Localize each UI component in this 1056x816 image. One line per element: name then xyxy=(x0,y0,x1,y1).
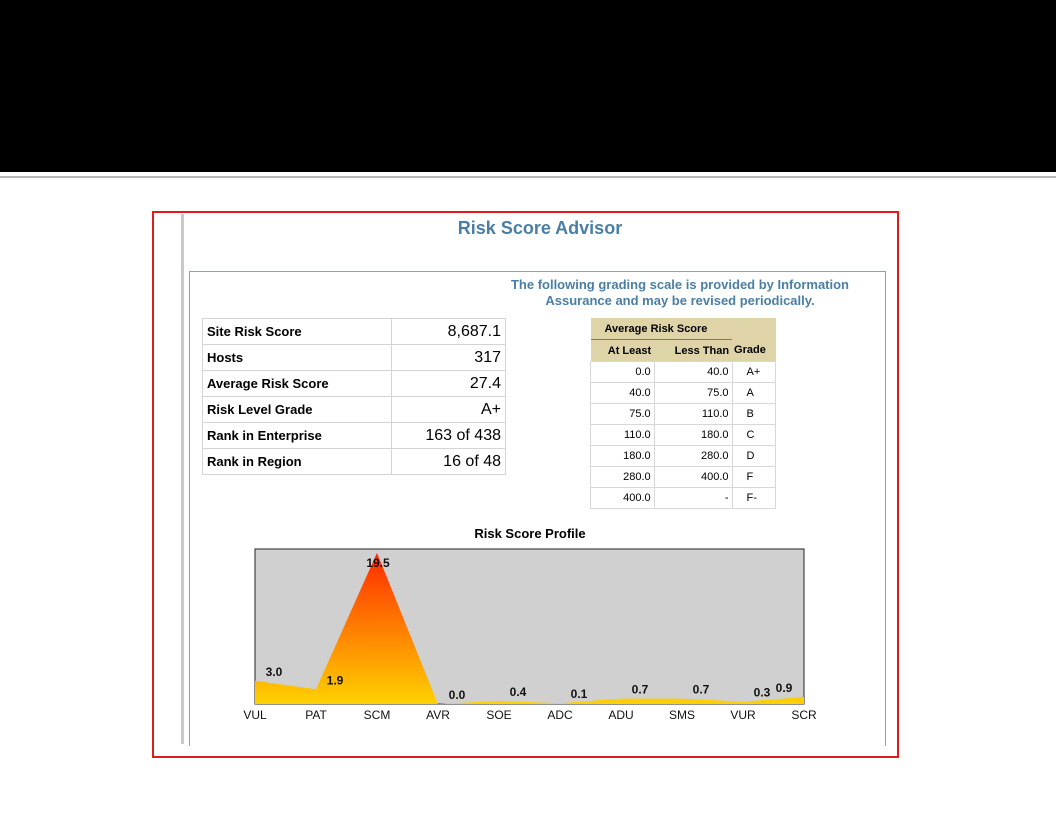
x-tick-scr: SCR xyxy=(791,708,817,722)
stat-label: Risk Level Grade xyxy=(203,397,392,423)
at-least-cell: 280.0 xyxy=(591,467,655,488)
at-least-cell: 40.0 xyxy=(591,383,655,404)
value-label-adu: 0.7 xyxy=(631,682,649,697)
stat-row-rank-enterprise xyxy=(203,423,506,449)
risk-score-profile-chart xyxy=(240,546,830,726)
x-tick-vul: VUL xyxy=(243,708,267,722)
left-divider xyxy=(181,214,184,744)
stat-row-rank-region xyxy=(203,449,506,475)
less-than-cell: 40.0 xyxy=(654,362,732,383)
x-tick-adu: ADU xyxy=(608,708,634,722)
value-label-avr: 0.0 xyxy=(448,688,466,702)
top-banner xyxy=(0,0,1056,172)
at-least-cell: 0.0 xyxy=(591,362,655,383)
grade-cell: B xyxy=(732,404,775,425)
grade-cell: C xyxy=(732,425,775,446)
stat-label: Rank in Enterprise xyxy=(203,423,392,449)
x-tick-pat: PAT xyxy=(305,708,327,722)
value-label-sms: 0.7 xyxy=(692,682,710,697)
x-tick-adc: ADC xyxy=(547,708,573,722)
grading-row xyxy=(591,383,776,404)
site-stats-table xyxy=(202,318,506,475)
less-than-cell: 280.0 xyxy=(654,446,732,467)
grade-cell: F xyxy=(732,467,775,488)
less-than-cell: - xyxy=(654,488,732,509)
value-label-vur: 0.3 xyxy=(753,685,771,700)
at-least-cell: 110.0 xyxy=(591,425,655,446)
risk-profile-title: Risk Score Profile xyxy=(474,526,586,541)
grading-header-row xyxy=(591,318,776,340)
banner-divider xyxy=(0,176,1056,178)
stat-row-hosts xyxy=(203,345,506,371)
stat-value: 163 of 438 xyxy=(392,423,506,449)
less-than-cell: 110.0 xyxy=(654,404,732,425)
grading-scale-table xyxy=(590,318,776,509)
value-label-scr: 0.9 xyxy=(775,681,793,696)
stat-row-risk-level-grade xyxy=(203,397,506,423)
grade-cell: F- xyxy=(732,488,775,509)
x-tick-sms: SMS xyxy=(668,708,696,722)
less-than-cell: 75.0 xyxy=(654,383,732,404)
less-than-header: Less Than xyxy=(654,340,732,362)
stat-value: A+ xyxy=(392,397,506,423)
grading-row xyxy=(591,446,776,467)
grade-header: Grade xyxy=(732,340,775,362)
grading-scale-note: The following grading scale is provided by Information Assurance and may be revised periodically. xyxy=(510,277,850,308)
x-tick-avr: AVR xyxy=(426,708,450,722)
at-least-header: At Least xyxy=(591,340,655,362)
grade-cell: A+ xyxy=(732,362,775,383)
less-than-cell: 400.0 xyxy=(654,467,732,488)
stat-label: Hosts xyxy=(203,345,392,371)
at-least-cell: 180.0 xyxy=(591,446,655,467)
stat-value: 317 xyxy=(392,345,506,371)
stat-value: 16 of 48 xyxy=(392,449,506,475)
stat-value: 27.4 xyxy=(392,371,506,397)
grade-cell: D xyxy=(732,446,775,467)
grading-subheader-row xyxy=(591,340,776,362)
stat-row-average-risk-score xyxy=(203,371,506,397)
grading-row xyxy=(591,404,776,425)
stat-label: Site Risk Score xyxy=(203,319,392,345)
grading-row xyxy=(591,467,776,488)
stat-label: Rank in Region xyxy=(203,449,392,475)
x-tick-scm: SCM xyxy=(363,708,391,722)
x-tick-soe: SOE xyxy=(486,708,512,722)
stat-value: 8,687.1 xyxy=(392,319,506,345)
value-label-vul: 3.0 xyxy=(265,664,283,679)
grading-row xyxy=(591,488,776,509)
header-spacer xyxy=(732,318,775,340)
value-label-scm: 19.5 xyxy=(366,556,390,570)
grading-row xyxy=(591,362,776,383)
panel-title: Risk Score Advisor xyxy=(457,218,623,238)
value-label-adc: 0.1 xyxy=(570,687,588,702)
value-label-soe: 0.4 xyxy=(509,684,527,699)
at-least-cell: 75.0 xyxy=(591,404,655,425)
average-risk-score-header: Average Risk Score xyxy=(591,318,733,340)
value-label-pat: 1.9 xyxy=(326,673,344,688)
grade-cell: A xyxy=(732,383,775,404)
less-than-cell: 180.0 xyxy=(654,425,732,446)
stat-row-site-risk-score xyxy=(203,319,506,345)
x-tick-vur: VUR xyxy=(730,708,756,722)
at-least-cell: 400.0 xyxy=(591,488,655,509)
grading-row xyxy=(591,425,776,446)
stat-label: Average Risk Score xyxy=(203,371,392,397)
